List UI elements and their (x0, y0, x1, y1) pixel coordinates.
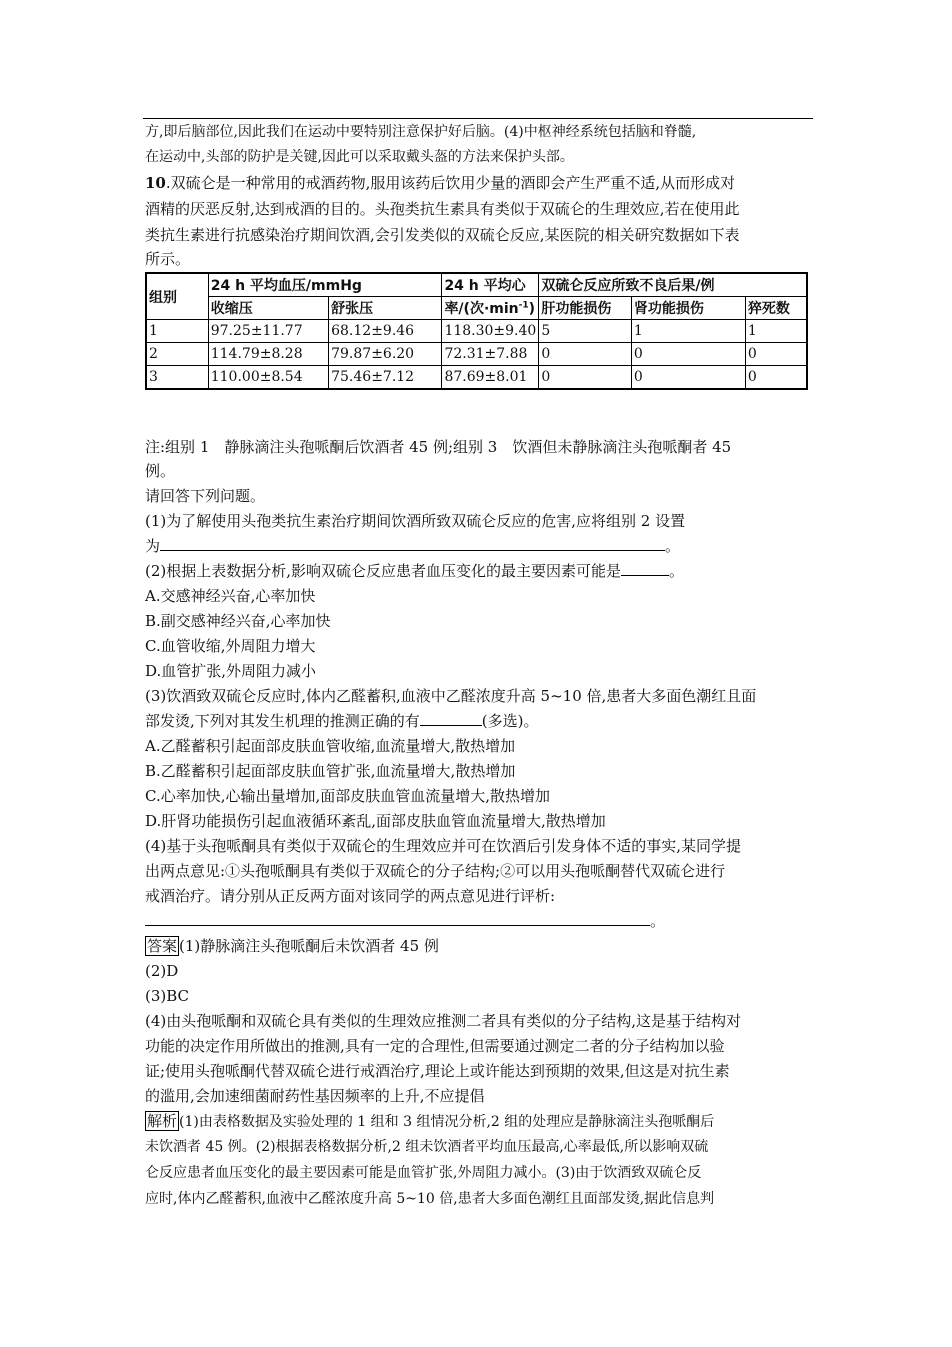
q2-option: A.交感神经兴奋,心率加快 (145, 587, 316, 605)
table-row (146, 366, 807, 390)
table-header-row (146, 273, 807, 297)
answer-line: (2)D (145, 962, 179, 980)
header-systolic: 收缩压 (208, 297, 328, 320)
question-number: 10 (145, 174, 166, 192)
q4-answer-line: 。 (145, 910, 665, 932)
cell-group: 2 (146, 343, 208, 366)
cell-systolic: 97.25±11.77 (208, 320, 328, 343)
table-header-row (146, 297, 807, 320)
answer-line: 的滥用,会加速细菌耐药性基因频率的上升,不应提倡 (145, 1087, 485, 1105)
answer-line: (4)由头孢哌酮和双硫仑具有类似的生理效应推测二者具有类似的分子结构,这是基于结构对 (145, 1012, 742, 1030)
analysis-tag: 解析 (147, 1112, 178, 1130)
header-diastolic: 舒张压 (329, 297, 442, 320)
q3-line: (3)饮酒致双硫仑反应时,体内乙醛蓄积,血液中乙醛浓度升高 5~10 倍,患者大多面色潮红且面 (145, 687, 757, 705)
q3-option: C.心率加快,心输出量增加,面部皮肤血管血流量增大,散热增加 (145, 787, 551, 805)
cell-death: 0 (745, 343, 807, 366)
cell-systolic: 110.00±8.54 (208, 366, 328, 390)
header-heart-rate-unit: 率/(次$\cdot\min^{-1}$) (442, 297, 539, 320)
cell-kidney: 1 (631, 320, 745, 343)
cell-group: 1 (146, 320, 208, 343)
analysis-line: 应时,体内乙醛蓄积,血液中乙醛浓度升高 5~10 倍,患者大多面色潮红且面部发烫,据此信息判 (145, 1191, 715, 1207)
cell-heart-rate: 72.31±7.88 (442, 343, 539, 366)
cell-systolic: 114.79±8.28 (208, 343, 328, 366)
q3-option: D.肝肾功能损伤引起血液循环紊乱,面部皮肤血管血流量增大,散热增加 (145, 812, 606, 830)
q2-option: D.血管扩张,外周阻力减小 (145, 662, 317, 680)
cell-diastolic: 75.46±7.12 (329, 366, 442, 390)
q3-option: B.乙醛蓄积引起面部皮肤血管扩张,血流量增大,散热增加 (145, 762, 516, 780)
q2-stem: (2)根据上表数据分析,影响双硫仑反应患者血压变化的最主要因素可能是 。 (145, 562, 685, 580)
table-note-line: 注:组别 1 静脉滴注头孢哌酮后饮酒者 45 例;组别 3 饮酒但未静脉滴注头孢哌酮者 45 (145, 438, 732, 456)
header-adverse-outcomes: 双硫仑反应所致不良后果/例 (539, 273, 807, 297)
cell-death: 1 (745, 320, 807, 343)
answer-tag: 答案 (147, 937, 178, 955)
q4-line: 戒酒治疗。请分别从正反两方面对该同学的两点意见进行评析: (145, 887, 556, 905)
cell-liver: 0 (539, 366, 632, 390)
cell-death: 0 (745, 366, 807, 390)
question-stem-line: 所示。 (145, 250, 191, 268)
table-row (146, 343, 807, 366)
cell-diastolic: 79.87±6.20 (329, 343, 442, 366)
header-blood-pressure: 24 h 平均血压/mmHg (208, 273, 442, 297)
prev-text-line: 方,即后脑部位,因此我们在运动中要特别注意保护好后脑。(4)中枢神经系统包括脑和脊髓, (145, 124, 697, 140)
q3-option: A.乙醛蓄积引起面部皮肤血管收缩,血流量增大,散热增加 (145, 737, 516, 755)
q4-line: 出两点意见:①头孢哌酮具有类似于双硫仑的分子结构;②可以用头孢哌酮替代双硫仑进行 (145, 862, 726, 880)
q1-line: (1)为了解使用头孢类抗生素治疗期间饮酒所致双硫仑反应的危害,应将组别 2 设置 (145, 512, 686, 530)
q2-option: C.血管收缩,外周阻力增大 (145, 637, 316, 655)
q4-answer-blank (145, 910, 650, 926)
cell-heart-rate: 118.30±9.40 (442, 320, 539, 343)
answer-line: 证;使用头孢哌酮代替双硫仑进行戒酒治疗,理论上或许能达到预期的效果,但这是对抗生素 (145, 1062, 730, 1080)
q2-option: B.副交感神经兴奋,心率加快 (145, 612, 331, 630)
top-rule (143, 118, 813, 119)
table-row (146, 320, 807, 343)
analysis-line: 解析 (1)由表格数据及实验处理的 1 组和 3 组情况分析,2 组的处理应是静脉滴注头孢哌酮后 (147, 1112, 715, 1130)
q2-answer-blank (621, 560, 669, 576)
q4-line: (4)基于头孢哌酮具有类似于双硫仑的生理效应并可在饮酒后引发身体不适的事实,某同学提 (145, 837, 742, 855)
cell-diastolic: 68.12±9.46 (329, 320, 442, 343)
cell-liver: 0 (539, 343, 632, 366)
answer-line: 答案 (1)静脉滴注头孢哌酮后未饮酒者 45 例 (147, 937, 439, 955)
header-heart-rate: 24 h 平均心 (442, 273, 539, 297)
cell-kidney: 0 (631, 343, 745, 366)
analysis-line: 未饮酒者 45 例。(2)根据表格数据分析,2 组未饮酒者平均血压最高,心率最低,所以影响双硫 (145, 1139, 709, 1155)
answer-line: (3)BC (145, 987, 190, 1005)
analysis-line: 仑反应患者血压变化的最主要因素可能是血管扩张,外周阻力减小。(3)由于饮酒致双硫仑反 (145, 1165, 702, 1181)
cell-liver: 5 (539, 320, 632, 343)
question-stem-line: 类抗生素进行抗感染治疗期间饮酒,会引发类似的双硫仑反应,某医院的相关研究数据如下表 (145, 226, 740, 244)
q1-answer-line: 为 。 (145, 537, 681, 555)
cell-kidney: 0 (631, 366, 745, 390)
prev-text-line: 在运动中,头部的防护是关键,因此可以采取戴头盔的方法来保护头部。 (145, 149, 574, 165)
answer-line: 功能的决定作用所做出的推测,具有一定的合理性,但需要通过测定二者的分子结构加以验 (145, 1037, 725, 1055)
question-stem-line: 10.双硫仑是一种常用的戒酒药物,服用该药后饮用少量的酒即会产生严重不适,从而形成对 (145, 174, 736, 192)
table-note-line: 例。 (145, 462, 176, 480)
q3-line: 部发烫,下列对其发生机理的推测正确的有 (多选)。 (145, 712, 539, 730)
q1-answer-blank (160, 535, 665, 551)
header-liver: 肝功能损伤 (539, 297, 632, 320)
cell-heart-rate: 87.69±8.01 (442, 366, 539, 390)
results-table (145, 272, 808, 390)
header-group: 组别 (146, 273, 208, 320)
q3-answer-blank (420, 710, 482, 726)
header-death: 猝死数 (745, 297, 807, 320)
cell-group: 3 (146, 366, 208, 390)
prompt-text: 请回答下列问题。 (145, 487, 266, 505)
question-stem-line: 酒精的厌恶反射,达到戒酒的目的。头孢类抗生素具有类似于双硫仑的生理效应,若在使用此 (145, 200, 740, 218)
header-kidney: 肾功能损伤 (631, 297, 745, 320)
